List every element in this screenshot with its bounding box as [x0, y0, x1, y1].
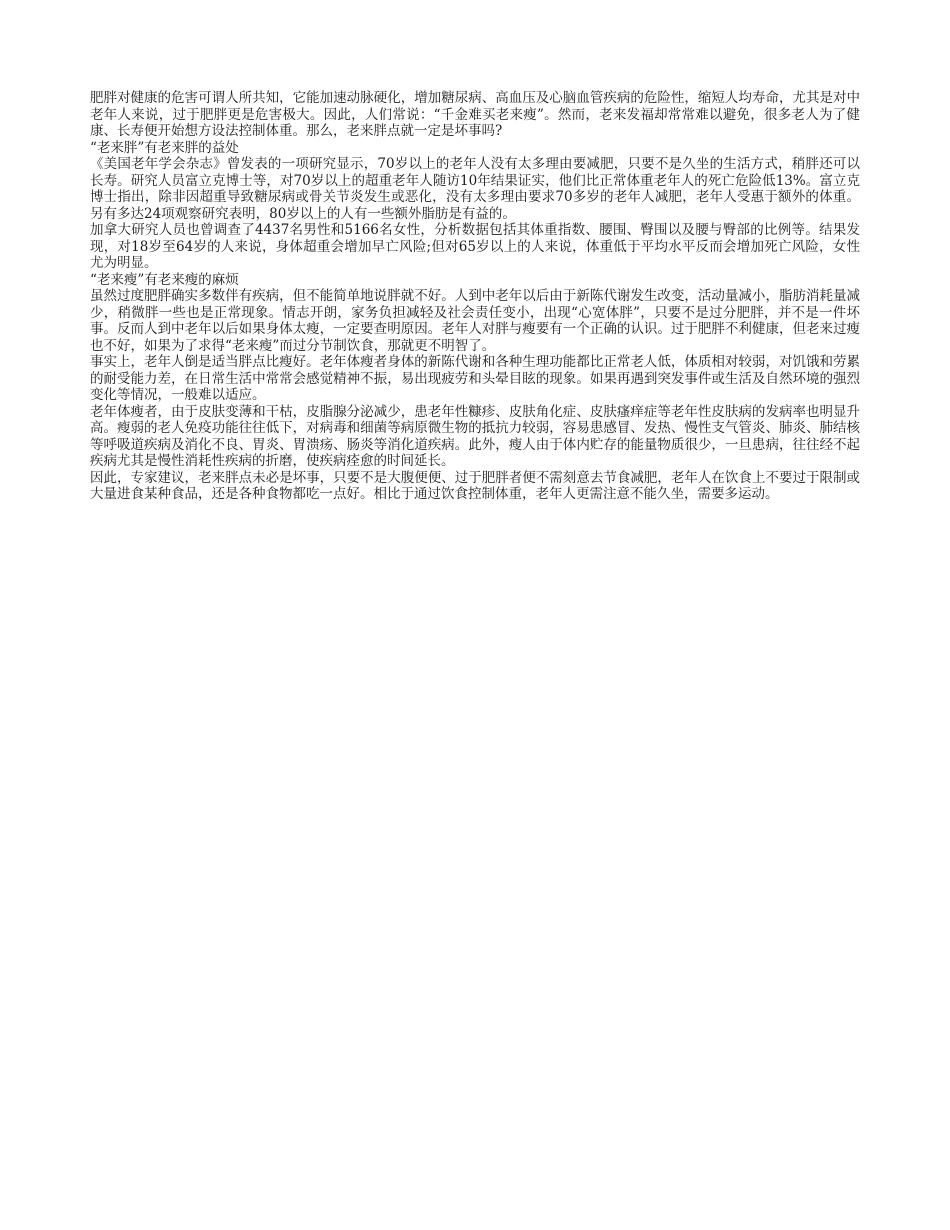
- paragraph-thin-health-risks: 老年体瘦者，由于皮肤变薄和干枯，皮脂腺分泌减少，患老年性糠疹、皮肤角化症、皮肤瘙痒症等老年性皮肤病的发病率也明显升高。瘦弱的老人免疫功能往往低下，对病毒和细菌等病原微生物的抵抗力较弱，容易患感冒、发热、慢性支气管炎、肺炎、肺结核等呼吸道疾病及消化不良、胃炎、胃溃疡、肠炎等消化道疾病。此外，瘦人由于体内贮存的能量物质很少，一旦患病，往往经不起疾病尤其是慢性消耗性疾病的折磨，使疾病痊愈的时间延长。: [90, 403, 860, 469]
- paragraph-normal-weight-gain: 虽然过度肥胖确实多数伴有疾病，但不能简单地说胖就不好。人到中老年以后由于新陈代谢发生改变，活动量减小，脂肪消耗量减少，稍微胖一些也是正常现象。情志开朗，家务负担减轻及社会责任变小，出现“心宽体胖”，只要不是过分肥胖，并不是一件坏事。反而人到中老年以后如果身体太瘦，一定要查明原因。老年人对胖与瘦要有一个正确的认识。过于肥胖不利健康，但老来过瘦也不好，如果为了求得“老来瘦”而过分节制饮食，那就更不明智了。: [90, 288, 860, 354]
- section-heading-troubles-of-thinness: “老来瘦”有老来瘦的麻烦: [90, 271, 239, 288]
- paragraph-canadian-study: 加拿大研究人员也曾调查了4437名男性和5166名女性，分析数据包括其体重指数、腰围、臀围以及腰与臀部的比例等。结果发现，对18岁至64岁的人来说，身体超重会增加早亡风险;但对65岁以上的人来说，体重低于平均水平反而会增加死亡风险，女性尤为明显。: [90, 222, 860, 271]
- paragraph-plump-better: 事实上，老年人倒是适当胖点比瘦好。老年体瘦者身体的新陈代谢和各种生理功能都比正常老人低，体质相对较弱，对饥饿和劳累的耐受能力差，在日常生活中常常会感觉精神不振，易出现疲劳和头晕目眩的现象。如果再遇到突发事件或生活及自然环境的强烈变化等情况，一般难以适应。: [90, 354, 860, 403]
- section-heading-benefits-of-plumpness: “老来胖”有老来胖的益处: [90, 139, 239, 156]
- paragraph-american-study: 《美国老年学会杂志》曾发表的一项研究显示，70岁以上的老年人没有太多理由要减肥，只要不是久坐的生活方式，稍胖还可以长寿。研究人员富立克博士等，对70岁以上的超重老年人随访10年结果证实，他们比正常体重老年人的死亡危险低13%。富立克博士指出，除非因超重导致糖尿病或骨关节炎发生或恶化，没有太多理由要求70多岁的老年人减肥，老年人受惠于额外的体重。另有多达24项观察研究表明，80岁以上的人有一些额外脂肪是有益的。: [90, 156, 860, 222]
- paragraph-expert-advice: 因此，专家建议，老来胖点未必是坏事，只要不是大腹便便、过于肥胖者便不需刻意去节食减肥，老年人在饮食上不要过于限制或大量进食某种食品，还是各种食物都吃一点好。相比于通过饮食控制体重，老年人更需注意不能久坐，需要多运动。: [90, 469, 860, 502]
- intro-paragraph: 肥胖对健康的危害可谓人所共知，它能加速动脉硬化，增加糖尿病、高血压及心脑血管疾病的危险性，缩短人均寿命，尤其是对中老年人来说，过于肥胖更是危害极大。因此，人们常说：“千金难买老来瘦”。然而，老来发福却常常难以避免，很多老人为了健康、长寿便开始想方设法控制体重。那么，老来胖点就一定是坏事吗?: [90, 90, 860, 139]
- article-body: [90, 90, 860, 503]
